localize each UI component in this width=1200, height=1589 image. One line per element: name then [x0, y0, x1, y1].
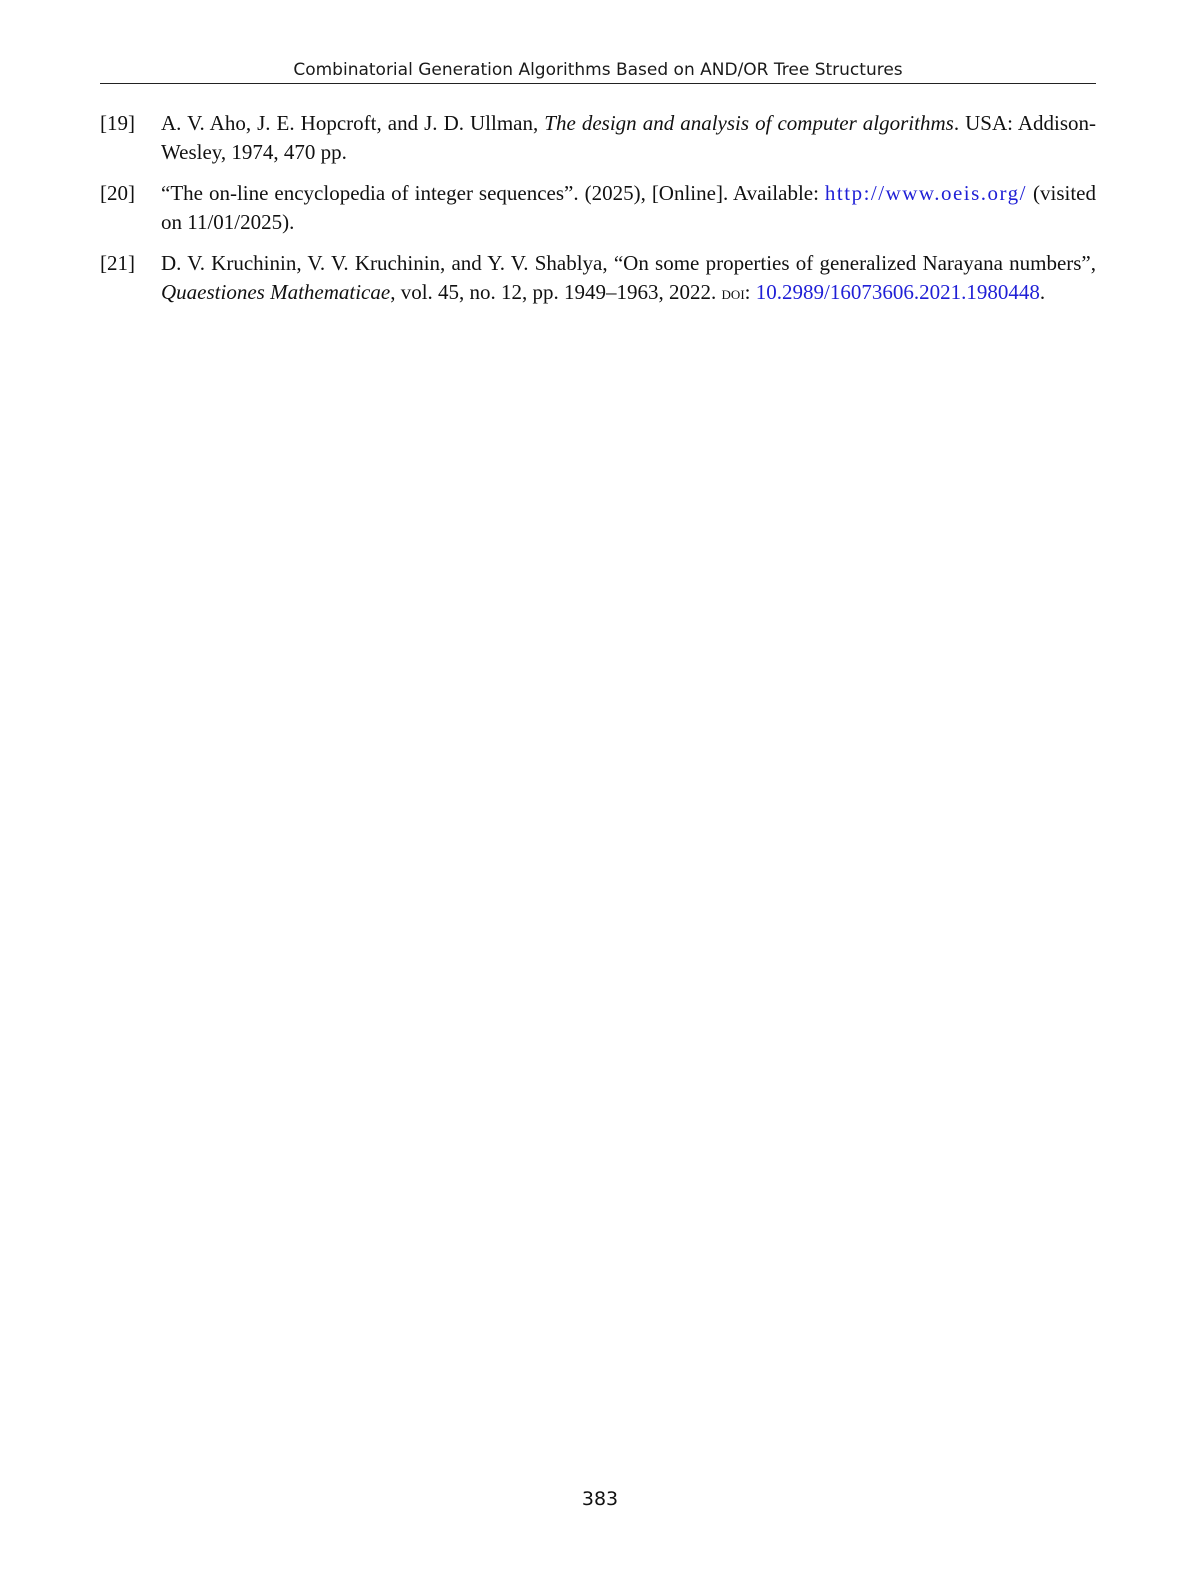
reference-end: . — [1039, 280, 1046, 304]
header-rule — [100, 83, 1096, 84]
reference-publication: . USA: Addison-Wesley, 1974, 470 pp. — [161, 111, 1096, 164]
reference-details: , vol. 45, no. 12, pp. 1949–1963, 2022. — [390, 280, 722, 304]
reference-title: The design and analysis of computer algorithms — [544, 111, 954, 135]
reference-title: “The on-line encyclopedia of integer sequences”. (2025), [Online]. Available: — [161, 181, 825, 205]
reference-text — [161, 179, 1096, 237]
reference-number: [21] — [100, 251, 135, 275]
reference-authors: A. V. Aho, J. E. Hopcroft, and J. D. Ullman, — [161, 111, 545, 135]
running-header: Combinatorial Generation Algorithms Based on AND/OR Tree Structures — [293, 60, 903, 80]
reference-text — [161, 109, 1096, 167]
doi-label: doi — [721, 283, 745, 304]
reference-url-link[interactable]: http://www.oeis.org/ — [824, 181, 1028, 205]
doi-separator: : — [744, 280, 756, 304]
reference-item-19 — [100, 109, 1096, 167]
reference-item-20 — [100, 179, 1096, 237]
reference-item-21 — [100, 249, 1096, 308]
reference-text — [161, 249, 1096, 308]
reference-authors-title: D. V. Kruchinin, V. V. Kruchinin, and Y. V. Shablya, “On some properties of generalized Narayana numbers”, — [161, 251, 1096, 275]
doi-link[interactable]: 10.2989/16073606.2021.1980448 — [755, 280, 1040, 304]
page-number: 383 — [581, 1488, 619, 1510]
reference-list — [100, 109, 1096, 320]
reference-number: [19] — [100, 111, 135, 135]
reference-journal: Quaestiones Mathematicae — [161, 280, 391, 304]
reference-number: [20] — [100, 181, 135, 205]
reference-visited: (visited on 11/01/2025). — [161, 181, 1096, 234]
